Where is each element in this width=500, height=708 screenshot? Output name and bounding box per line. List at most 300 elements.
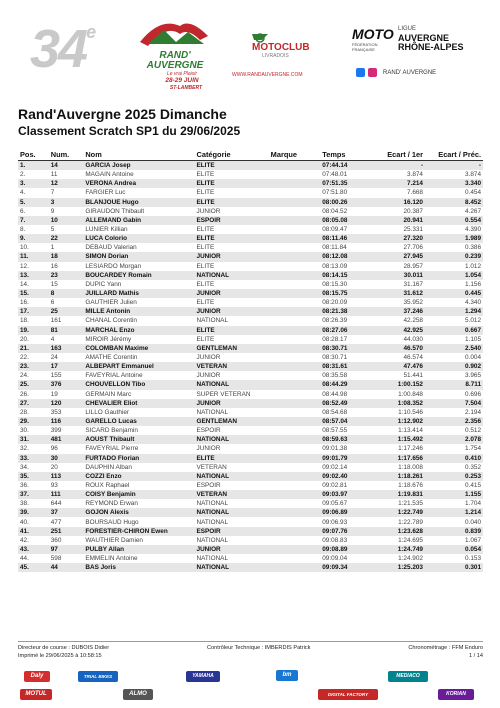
cell-time: 09:01.38 bbox=[322, 445, 348, 453]
cell-name: GOJON Alexis bbox=[83, 508, 194, 517]
cell-category: ESPOIR bbox=[195, 216, 269, 225]
cell-gap-prev: 3.874 bbox=[465, 171, 481, 179]
cell-num: 97 bbox=[49, 545, 84, 554]
cell-category: ELITE bbox=[196, 226, 215, 234]
svg-text:Le vrai Plaisir: Le vrai Plaisir bbox=[166, 71, 198, 77]
cell-gap-prev: 8.452 bbox=[425, 198, 483, 207]
cell-num: 24 bbox=[50, 354, 58, 362]
cell-num: 96 bbox=[50, 445, 58, 453]
cell-category: JUNIOR bbox=[196, 207, 221, 215]
cell-time: 08:04.52 bbox=[322, 207, 348, 215]
cell-pos: 26. bbox=[20, 390, 29, 398]
cell-category: JUNIOR bbox=[195, 307, 269, 316]
cell-time: 09:05.67 bbox=[322, 500, 348, 508]
cell-brand bbox=[269, 444, 321, 453]
table-row bbox=[18, 161, 483, 171]
cell-brand bbox=[269, 435, 321, 444]
cell-name: BOURSAUD Hugo bbox=[85, 518, 139, 526]
cell-name: CHEVALIER Eliot bbox=[83, 399, 194, 408]
cell-category: VETERAN bbox=[195, 362, 269, 371]
cell-time: 07:48.01 bbox=[322, 171, 348, 179]
cell-gap-first: 1:00.848 bbox=[398, 390, 423, 398]
cell-num: 353 bbox=[50, 408, 62, 416]
cell-num: 6 bbox=[50, 299, 55, 307]
table-row bbox=[18, 472, 483, 481]
cell-brand bbox=[269, 527, 321, 536]
cell-name: EMMELIN Antoine bbox=[85, 555, 138, 563]
cell-num: 12 bbox=[49, 179, 84, 188]
table-row bbox=[18, 289, 483, 298]
table-row bbox=[18, 536, 483, 545]
cell-category: ELITE bbox=[195, 179, 269, 188]
cell-category: NATIONAL bbox=[196, 317, 229, 325]
cell-name: LILLO Gauthier bbox=[85, 408, 130, 416]
cell-name: BAS Joris bbox=[83, 563, 194, 572]
cell-gap-first: 46.574 bbox=[403, 354, 423, 362]
cell-name: VERONA Andrea bbox=[83, 179, 194, 188]
cell-time: 09:06.89 bbox=[320, 508, 366, 517]
cell-gap-first: 1:18.008 bbox=[398, 463, 423, 471]
cell-brand bbox=[269, 280, 321, 289]
col-brand: Marque bbox=[269, 148, 321, 161]
cell-time: 08:57.04 bbox=[320, 417, 366, 426]
cell-num: 251 bbox=[49, 527, 84, 536]
cell-time: 08:11.46 bbox=[320, 234, 366, 243]
cell-num: 18 bbox=[49, 252, 84, 261]
table-row bbox=[18, 344, 483, 353]
sponsor-logo: ALMO bbox=[123, 689, 153, 700]
cell-brand bbox=[269, 243, 321, 252]
cell-category: ESPOIR bbox=[195, 527, 269, 536]
edition-number: 34e bbox=[30, 19, 95, 79]
sponsor-logo: TRIAL BIKES bbox=[78, 671, 118, 682]
sponsor-logo: bm bbox=[276, 670, 298, 681]
ffm-sub: FÉDÉRATION FRANÇAISE bbox=[352, 42, 378, 52]
cell-category: ELITE bbox=[195, 198, 269, 207]
cell-gap-prev: 0.239 bbox=[425, 252, 483, 261]
cell-category: JUNIOR bbox=[195, 252, 269, 261]
cell-pos: 6. bbox=[20, 207, 26, 215]
cell-gap-first: 1:19.831 bbox=[366, 490, 425, 499]
cell-gap-prev: 0.386 bbox=[465, 244, 481, 252]
table-row bbox=[18, 435, 483, 444]
cell-category: NATIONAL bbox=[196, 555, 229, 563]
cell-category: SUPER VETERAN bbox=[196, 390, 251, 398]
cell-gap-prev: 5.012 bbox=[465, 317, 481, 325]
page-title: Rand'Auvergne 2025 Dimanche bbox=[18, 106, 227, 122]
table-row bbox=[18, 170, 483, 179]
table-row bbox=[18, 426, 483, 435]
cell-time: 07:51.80 bbox=[322, 189, 348, 197]
cell-pos: 19. bbox=[18, 326, 49, 335]
cell-pos: 5. bbox=[18, 198, 49, 207]
sponsor-logo: MOTUL bbox=[20, 689, 52, 700]
cell-gap-prev: 1.704 bbox=[465, 500, 481, 508]
cell-num: 25 bbox=[49, 307, 84, 316]
cell-brand bbox=[269, 161, 321, 171]
cell-brand bbox=[269, 326, 321, 335]
col-category: Catégorie bbox=[195, 148, 269, 161]
cell-time: 08:28.17 bbox=[322, 335, 348, 343]
col-pos: Pos. bbox=[18, 148, 49, 161]
cell-gap-prev: 1.067 bbox=[465, 536, 481, 544]
cell-gap-prev: 0.352 bbox=[465, 463, 481, 471]
cell-num: 23 bbox=[49, 271, 84, 280]
cell-category: VETERAN bbox=[195, 490, 269, 499]
cell-brand bbox=[269, 454, 321, 463]
cell-name: SIMON Dorian bbox=[83, 252, 194, 261]
cell-category: ESPOIR bbox=[196, 481, 221, 489]
cell-brand bbox=[269, 463, 321, 472]
cell-num: 113 bbox=[49, 472, 84, 481]
cell-pos: 17. bbox=[18, 307, 49, 316]
cell-time: 08:11.84 bbox=[322, 244, 347, 252]
page-subtitle: Classement Scratch SP1 du 29/06/2025 bbox=[18, 124, 241, 138]
cell-time: 08:12.08 bbox=[320, 252, 366, 261]
cell-num: 644 bbox=[50, 500, 62, 508]
cell-gap-first: 51.441 bbox=[403, 372, 423, 380]
cell-brand bbox=[269, 316, 321, 325]
cell-gap-prev: 0.839 bbox=[425, 527, 483, 536]
table-row bbox=[18, 444, 483, 453]
cell-name: FAVEYRIAL Antoine bbox=[85, 372, 143, 380]
technical-controller: Contrôleur Technique : IMBERDIS Patrick bbox=[207, 645, 311, 651]
cell-category: ELITE bbox=[195, 326, 269, 335]
cell-pos: 27. bbox=[18, 399, 49, 408]
cell-pos: 16. bbox=[20, 299, 29, 307]
website-link[interactable]: WWW.RANDAUVERGNE.COM bbox=[232, 72, 303, 78]
cell-num: 9 bbox=[50, 207, 55, 215]
cell-brand bbox=[269, 417, 321, 426]
cell-pos: 43. bbox=[18, 545, 49, 554]
ffm-logo: MOTO bbox=[352, 26, 394, 42]
table-row bbox=[18, 353, 483, 362]
cell-gap-prev: 2.078 bbox=[425, 435, 483, 444]
cell-gap-first: 27.945 bbox=[366, 252, 425, 261]
table-row bbox=[18, 454, 483, 463]
sponsor-logo: DIGITAL FACTORY bbox=[318, 689, 378, 700]
cell-name: LUNIER Killian bbox=[85, 226, 128, 234]
instagram-icon[interactable] bbox=[368, 68, 377, 77]
cell-category: ELITE bbox=[195, 161, 269, 171]
cell-category: ELITE bbox=[196, 262, 215, 270]
cell-category: VETERAN bbox=[196, 463, 227, 471]
cell-gap-prev: 1.294 bbox=[425, 307, 483, 316]
cell-gap-prev: 4.267 bbox=[465, 207, 481, 215]
cell-name: GARCIA Josep bbox=[83, 161, 194, 171]
cell-num: 399 bbox=[50, 427, 62, 435]
table-row bbox=[18, 234, 483, 243]
cell-gap-first: 1:24.749 bbox=[366, 545, 425, 554]
table-row bbox=[18, 335, 483, 344]
cell-gap-prev: 3.965 bbox=[465, 372, 481, 380]
cell-category: NATIONAL bbox=[195, 508, 269, 517]
cell-time: 08:20.09 bbox=[322, 299, 348, 307]
cell-gap-first: 3.874 bbox=[406, 171, 423, 179]
cell-brand bbox=[269, 353, 321, 362]
cell-gap-first: 1:21.535 bbox=[398, 500, 423, 508]
cell-num: 44 bbox=[49, 563, 84, 572]
cell-pos: 35. bbox=[18, 472, 49, 481]
table-row bbox=[18, 198, 483, 207]
cell-name: LUCA Colorio bbox=[83, 234, 194, 243]
cell-gap-first: 27.706 bbox=[403, 244, 423, 252]
cell-name: GERMAIN Marc bbox=[85, 390, 132, 398]
cell-time: 08:44.98 bbox=[322, 390, 348, 398]
cell-gap-first: 16.120 bbox=[366, 198, 425, 207]
cell-num: 37 bbox=[49, 508, 84, 517]
cell-brand bbox=[269, 508, 321, 517]
cell-gap-prev: 2.194 bbox=[465, 408, 481, 416]
cell-time: 08:00.26 bbox=[320, 198, 366, 207]
cell-brand bbox=[269, 517, 321, 526]
cell-pos: 24. bbox=[20, 372, 29, 380]
table-row bbox=[18, 399, 483, 408]
cell-time: 09:09.34 bbox=[320, 563, 366, 572]
svg-text:ST-LAMBERT: ST-LAMBERT bbox=[169, 85, 203, 90]
cell-gap-prev: 0.696 bbox=[465, 390, 481, 398]
cell-num: 15 bbox=[50, 280, 58, 288]
cell-brand bbox=[269, 380, 321, 389]
cell-time: 08:13.09 bbox=[322, 262, 348, 270]
table-body bbox=[18, 161, 483, 573]
cell-time: 08:44.29 bbox=[320, 380, 366, 389]
cell-pos: 10. bbox=[20, 244, 29, 252]
cell-gap-first: 1:23.628 bbox=[366, 527, 425, 536]
col-name: Nom bbox=[83, 148, 194, 161]
svg-text:RAND': RAND' bbox=[159, 50, 191, 61]
cell-gap-prev: 7.504 bbox=[425, 399, 483, 408]
cell-num: 1 bbox=[50, 244, 55, 252]
cell-time: 08:15.75 bbox=[320, 289, 366, 298]
cell-num: 111 bbox=[49, 490, 84, 499]
cell-gap-prev: 1.155 bbox=[425, 490, 483, 499]
cell-time: 09:02.81 bbox=[322, 481, 348, 489]
sponsor-strip bbox=[18, 667, 483, 705]
cell-time: 08:27.06 bbox=[320, 326, 366, 335]
cell-time: 09:01.79 bbox=[320, 454, 366, 463]
cell-num: 20 bbox=[50, 463, 58, 471]
sponsor-logo: MEDIACO bbox=[388, 671, 428, 682]
cell-gap-prev: 0.253 bbox=[425, 472, 483, 481]
cell-gap-first: 1:17.246 bbox=[398, 445, 423, 453]
cell-brand bbox=[269, 234, 321, 243]
cell-time: 08:09.47 bbox=[322, 226, 348, 234]
cell-category: NATIONAL bbox=[196, 500, 229, 508]
cell-name: PULBY Allan bbox=[83, 545, 194, 554]
cell-num: 120 bbox=[49, 399, 84, 408]
table-row bbox=[18, 252, 483, 261]
cell-name: COISY Benjamin bbox=[83, 490, 194, 499]
sponsor-logo: YAMAHA bbox=[186, 671, 220, 682]
cell-brand bbox=[269, 545, 321, 554]
cell-brand bbox=[269, 188, 321, 197]
cell-gap-prev: 0.667 bbox=[425, 326, 483, 335]
cell-brand bbox=[269, 472, 321, 481]
cell-brand bbox=[269, 289, 321, 298]
cell-time: 08:21.38 bbox=[320, 307, 366, 316]
cell-pos: 23. bbox=[18, 362, 49, 371]
cell-time: 09:02.40 bbox=[320, 472, 366, 481]
cell-gap-prev: 0.410 bbox=[425, 454, 483, 463]
cell-time: 08:54.68 bbox=[322, 408, 348, 416]
cell-category: JUNIOR bbox=[196, 372, 221, 380]
cell-num: 3 bbox=[49, 198, 84, 207]
cell-gap-prev: 4.390 bbox=[465, 226, 481, 234]
table-row bbox=[18, 362, 483, 371]
cell-category: GENTLEMAN bbox=[195, 344, 269, 353]
cell-gap-first: 20.941 bbox=[366, 216, 425, 225]
cell-pos: 13. bbox=[18, 271, 49, 280]
cell-pos: 18. bbox=[20, 317, 29, 325]
cell-pos: 37. bbox=[18, 490, 49, 499]
cell-num: 477 bbox=[50, 518, 62, 526]
cell-gap-first: 1:13.414 bbox=[398, 427, 423, 435]
cell-num: 30 bbox=[49, 454, 84, 463]
cell-pos: 42. bbox=[20, 536, 29, 544]
cell-category: NATIONAL bbox=[196, 518, 229, 526]
cell-gap-first: 1:24.695 bbox=[398, 536, 423, 544]
cell-category: NATIONAL bbox=[195, 271, 269, 280]
cell-name: ALLEMAND Gabin bbox=[83, 216, 194, 225]
cell-category: ELITE bbox=[196, 244, 215, 252]
cell-category: ELITE bbox=[196, 280, 215, 288]
cell-category: NATIONAL bbox=[195, 435, 269, 444]
cell-pos: 12. bbox=[20, 262, 29, 270]
cell-time: 09:08.89 bbox=[320, 545, 366, 554]
cell-name: ROUX Raphael bbox=[85, 481, 130, 489]
cell-category: NATIONAL bbox=[196, 536, 229, 544]
cell-name: GIRAUDON Thibault bbox=[85, 207, 145, 215]
cell-num: 116 bbox=[49, 417, 84, 426]
results-table bbox=[18, 148, 483, 572]
cell-gap-first: 1:18.261 bbox=[366, 472, 425, 481]
cell-name: GARELLO Lucas bbox=[83, 417, 194, 426]
print-timestamp: Imprimé le 29/06/2025 à 10:58:15 bbox=[18, 653, 102, 659]
col-gap-first: Ecart / 1er bbox=[366, 148, 425, 161]
cell-pos: 44. bbox=[20, 555, 29, 563]
social-label: RAND' AUVERGNE bbox=[383, 69, 437, 76]
cell-pos: 31. bbox=[18, 435, 49, 444]
cell-name: CHANAL Corentin bbox=[85, 317, 137, 325]
cell-time: 09:08.83 bbox=[322, 536, 348, 544]
cell-gap-first: 44.030 bbox=[403, 335, 423, 343]
cell-gap-prev: - bbox=[425, 161, 483, 171]
cell-time: 07:44.14 bbox=[320, 161, 366, 171]
col-time: Temps bbox=[320, 148, 366, 161]
table-row bbox=[18, 563, 483, 572]
cell-gap-prev: 2.356 bbox=[425, 417, 483, 426]
svg-text:28-29 JUIN: 28-29 JUIN bbox=[165, 77, 199, 84]
cell-time: 08:30.71 bbox=[320, 344, 366, 353]
rand-auvergne-logo bbox=[130, 12, 220, 90]
cell-brand bbox=[269, 298, 321, 307]
cell-brand bbox=[269, 262, 321, 271]
cell-name: WAUTHIER Damien bbox=[85, 536, 143, 544]
cell-brand bbox=[269, 490, 321, 499]
cell-brand bbox=[269, 554, 321, 563]
cell-pos: 30. bbox=[20, 427, 29, 435]
ligue-label: LIGUE bbox=[398, 26, 417, 32]
cell-time: 09:06.93 bbox=[322, 518, 348, 526]
cell-gap-prev: 1.214 bbox=[425, 508, 483, 517]
svg-text:AUVERGNE: AUVERGNE bbox=[146, 60, 204, 71]
cell-pos: 8. bbox=[20, 226, 26, 234]
cell-gap-first: 35.952 bbox=[403, 299, 423, 307]
cell-category: ELITE bbox=[196, 171, 215, 179]
cell-gap-prev: 0.454 bbox=[465, 189, 481, 197]
cell-gap-prev: 0.040 bbox=[465, 518, 481, 526]
cell-category: NATIONAL bbox=[195, 472, 269, 481]
cell-gap-prev: 1.754 bbox=[465, 445, 481, 453]
cell-gap-first: 25.331 bbox=[403, 226, 423, 234]
cell-num: 16 bbox=[50, 262, 58, 270]
cell-category: JUNIOR bbox=[195, 399, 269, 408]
table-row bbox=[18, 262, 483, 271]
footer bbox=[18, 641, 483, 661]
cell-gap-first: 28.957 bbox=[403, 262, 423, 270]
table-row bbox=[18, 380, 483, 389]
cell-gap-first: 42.925 bbox=[366, 326, 425, 335]
cell-num: 5 bbox=[50, 226, 55, 234]
cell-brand bbox=[269, 198, 321, 207]
cell-gap-prev: 0.512 bbox=[465, 427, 481, 435]
table-row bbox=[18, 326, 483, 335]
cell-gap-prev: 0.301 bbox=[425, 563, 483, 572]
cell-brand bbox=[269, 335, 321, 344]
cell-name: CHOUVELLON Tibo bbox=[83, 380, 194, 389]
cell-gap-first: 1:24.902 bbox=[398, 555, 423, 563]
cell-name: DUPIC Yann bbox=[85, 280, 122, 288]
cell-gap-first: 1:25.203 bbox=[366, 563, 425, 572]
cell-brand bbox=[269, 216, 321, 225]
facebook-icon[interactable] bbox=[356, 68, 365, 77]
cell-gap-first: 1:00.152 bbox=[366, 380, 425, 389]
cell-gap-prev: 0.902 bbox=[425, 362, 483, 371]
cell-brand bbox=[269, 371, 321, 380]
cell-gap-prev: 4.340 bbox=[465, 299, 481, 307]
cell-pos: 28. bbox=[20, 408, 29, 416]
cell-category: NATIONAL bbox=[196, 408, 229, 416]
cell-num: 161 bbox=[50, 317, 62, 325]
cell-pos: 2. bbox=[20, 171, 26, 179]
cell-gap-first: 1:22.789 bbox=[398, 518, 423, 526]
cell-brand bbox=[269, 170, 321, 179]
cell-pos: 38. bbox=[20, 500, 29, 508]
cell-pos: 32. bbox=[20, 445, 29, 453]
cell-num: 93 bbox=[50, 481, 58, 489]
cell-gap-first: 30.011 bbox=[366, 271, 425, 280]
cell-num: 7 bbox=[50, 189, 55, 197]
cell-brand bbox=[269, 426, 321, 435]
table-row bbox=[18, 316, 483, 325]
cell-gap-first: 37.246 bbox=[366, 307, 425, 316]
table-header-row bbox=[18, 148, 483, 161]
cell-name: DAUPHIN Alban bbox=[85, 463, 132, 471]
social-links bbox=[356, 68, 436, 77]
cell-name: JUILLARD Mathis bbox=[83, 289, 194, 298]
cell-time: 08:35.58 bbox=[322, 372, 348, 380]
cell-category: JUNIOR bbox=[196, 354, 221, 362]
cell-brand bbox=[269, 271, 321, 280]
cell-pos: 22. bbox=[20, 354, 29, 362]
cell-name: FORESTIER-CHIRON Ewen bbox=[83, 527, 194, 536]
cell-num: 481 bbox=[49, 435, 84, 444]
cell-name: COZZI Enzo bbox=[83, 472, 194, 481]
cell-brand bbox=[269, 207, 321, 216]
cell-num: 155 bbox=[50, 372, 62, 380]
cell-gap-prev: 0.054 bbox=[425, 545, 483, 554]
